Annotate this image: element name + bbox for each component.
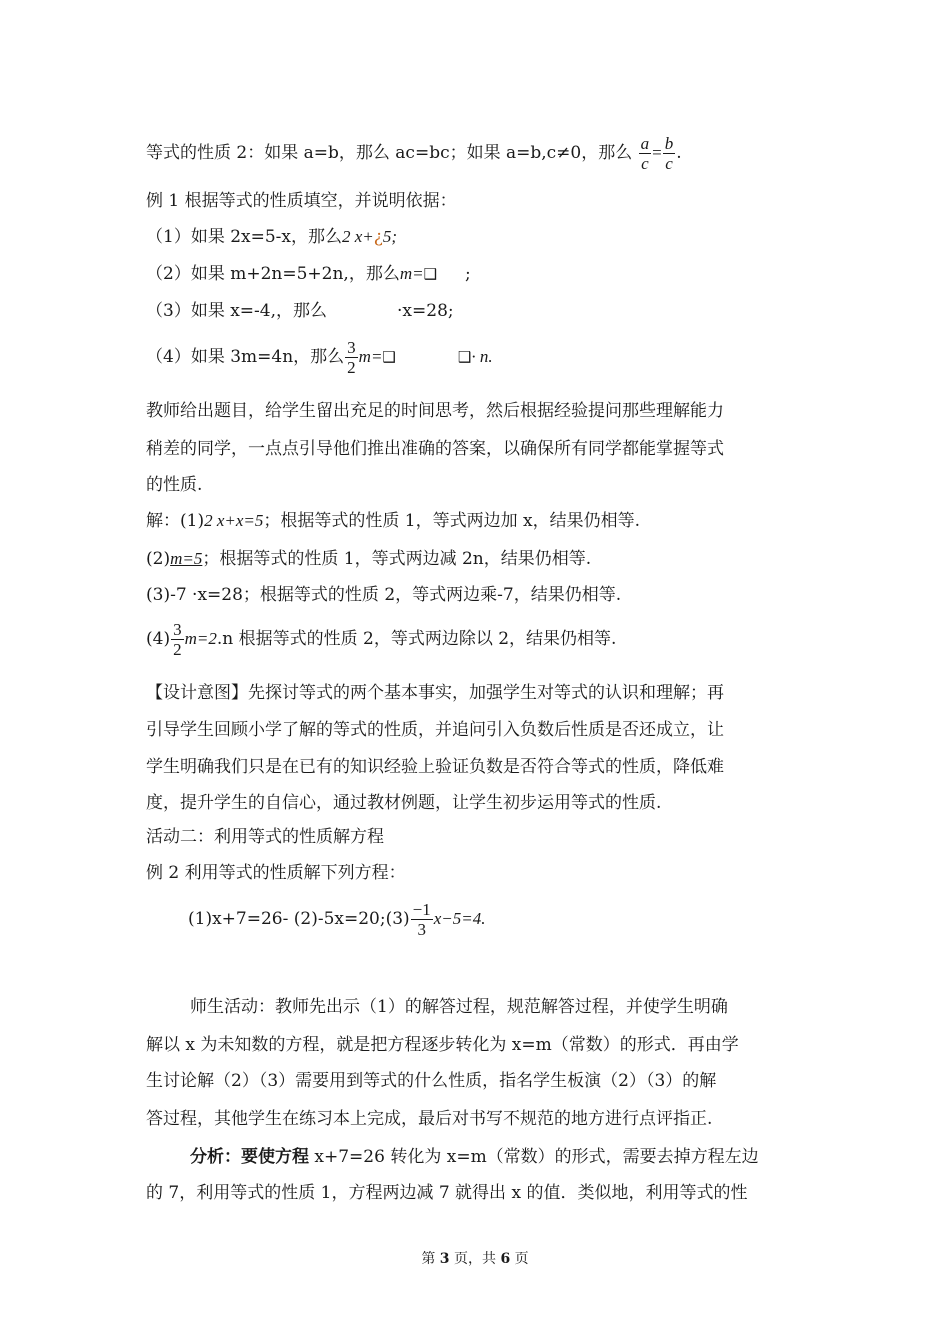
example-2-equations: (1)x+7=26- (2)-5x=20;(3) $\frac{-1}{3}$ x−5=4.	[188, 900, 486, 939]
example-1-item-1: （1）如果 2x=5-x，那么2 x+¿5;	[146, 227, 398, 247]
property-2-text: 等式的性质 2：如果 a=b，那么 ac=bc；如果 a=b,c≠0，那么	[146, 143, 633, 163]
placeholder-box: ❑	[457, 348, 472, 366]
solution-2: (2)m=5；根据等式的性质 1，等式两边减 2n，结果仍相等.	[146, 549, 592, 569]
design-intent-line: 【设计意图】先探讨等式的两个基本事实，加强学生对等式的认识和理解；再	[146, 683, 724, 703]
placeholder-box: ❑	[382, 348, 396, 366]
page-footer: 第 3 页，共 6 页	[421, 1251, 529, 1267]
example-1-item-4: （4）如果 3m=4n，那么 $\frac{3}{2}$ m=❑ ❑· n.	[146, 338, 493, 377]
fraction-a-over-c: $\frac{a}{c}$	[640, 134, 650, 173]
current-page-number: 3	[439, 1251, 450, 1267]
teacher-paragraph-line: 教师给出题目，给学生留出充足的时间思考，然后根据经验提问那些理解能力	[146, 401, 724, 421]
example-1-item-2: （2）如果 m+2n=5+2n,，那么m=❑ ;	[146, 264, 471, 284]
teacher-paragraph-line: 稍差的同学，一点点引导他们推出准确的答案，以确保所有同学都能掌握等式	[146, 439, 724, 459]
total-pages: 6	[500, 1251, 511, 1267]
activity-paragraph-line: 师生活动：教师先出示（1）的解答过程，规范解答过程，并使学生明确	[190, 997, 728, 1017]
solution-4: (4) $\frac{3}{2}$ m=2.n 根据等式的性质 2，等式两边除以 2，结果仍相等.	[146, 620, 617, 659]
teacher-paragraph-line: 的性质.	[146, 475, 203, 495]
analysis-line: 的 7，利用等式的性质 1，方程两边减 7 就得出 x 的值．类似地，利用等式的性	[146, 1183, 748, 1203]
design-intent-line: 引导学生回顾小学了解的等式的性质，并追问引入负数后性质是否还成立，让	[146, 720, 724, 740]
equals-sign: =	[652, 143, 662, 162]
broken-char: ¿	[373, 227, 383, 247]
activity-paragraph-line: 解以 x 为未知数的方程，就是把方程逐步转化为 x=m（常数）的形式．再由学	[146, 1035, 739, 1055]
example-1-heading: 例 1 根据等式的性质填空，并说明依据：	[146, 191, 457, 211]
period: .	[676, 143, 682, 163]
analysis-line: 分析：要使方程 x+7=26 转化为 x=m（常数）的形式，需要去掉方程左边	[190, 1147, 759, 1167]
design-intent-line: 学生明确我们只是在已有的知识经验上验证负数是否符合等式的性质，降低难	[146, 757, 724, 777]
example-1-item-3: （3）如果 x=-4,，那么 ·x=28;	[146, 301, 454, 321]
placeholder-box: ❑	[423, 265, 438, 283]
activity-paragraph-line: 生讨论解（2）（3）需要用到等式的什么性质，指名学生板演（2）（3）的解	[146, 1071, 717, 1091]
activity-paragraph-line: 答过程，其他学生在练习本上完成，最后对书写不规范的地方进行点评指正.	[146, 1109, 713, 1129]
property-2-line	[146, 134, 682, 173]
activity-2-heading: 活动二：利用等式的性质解方程	[146, 827, 384, 847]
solution-3: (3)-7 ·x=28；根据等式的性质 2，等式两边乘-7，结果仍相等.	[146, 585, 622, 605]
fraction-neg1-over-3: $\frac{-1}{3}$	[412, 900, 431, 939]
fraction-3-over-2: $\frac{3}{2}$	[347, 338, 356, 377]
analysis-label: 分析：要使方程	[190, 1147, 309, 1167]
fraction-b-over-c: $\frac{b}{c}$	[664, 134, 674, 173]
solution-1: 解：(1)2 x+x=5；根据等式的性质 1，等式两边加 x，结果仍相等.	[146, 511, 641, 531]
design-intent-line: 度，提升学生的自信心，通过教材例题，让学生初步运用等式的性质.	[146, 793, 662, 813]
example-2-heading: 例 2 利用等式的性质解下列方程：	[146, 863, 406, 883]
fraction-3-over-2: $\frac{3}{2}$	[173, 620, 182, 659]
